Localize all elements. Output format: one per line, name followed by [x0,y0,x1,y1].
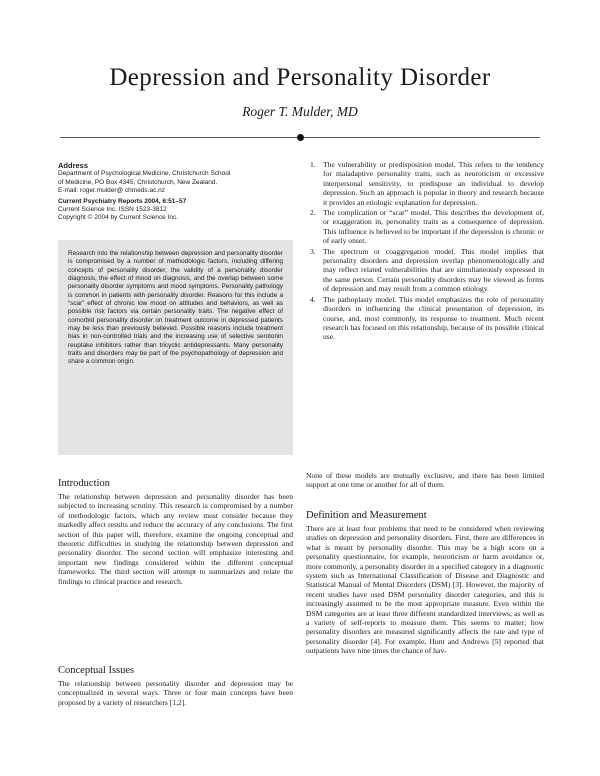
list-number: 2. [310,208,316,218]
list-text: The spectrum or coaggregation model. This model implies that personality disorders and depression overlap phenomenologically and may reflect related vulnerabilities that are simultaneously expressed in the same person. Certain personality disorders may be viewed as forms of depression and may result from a common etiology. [323,246,544,294]
models-summary-text: None of these models are mutually exclusive, and there has been limited support at one time or another for all of them. [306,471,544,490]
introduction-section [58,478,293,586]
abstract-text: Research into the relationship between depression and personality disorder is compromised by a number of methodologic factors, including differing concepts of personality disorder, the validity of a personality disorder diagnosis, the effect of mood on diagnosis, and the overlap between some personality disorder symptoms and mood symptoms. Personality pathology is common in patients with personality disorder. Reasons for this include a “scar” effect of chronic low mood on attitudes and behaviors, as well as possible risk factors via certain personality traits. The negative effect of comorbid personality disorder on treatment outcome in depressed patients may be less than previously believed. Possible reasons include treatment bias in non-controlled trials and the increasing use of selective serotonin reuptake inhibitors rather than tricyclic antidepressants. Many personality traits and disorders may be part of the psychopathology of depression and share a common origin. [68,250,283,366]
definition-heading: Definition and Measurement [306,510,427,521]
introduction-heading: Introduction [58,478,110,489]
models-list [306,160,544,343]
email: E-mail: roger.mulder@ chmeds.ac.nz [58,187,166,195]
publisher-line: Current Science Inc. ISSN 1523-3812 [58,206,167,214]
address-label: Address [58,161,89,170]
list-text: The vulnerability or predisposition model. This refers to the tendency for maladaptive personality traits, such as neuroticism or excessive interpersonal sensitivity, to predispose an individual to develop depression. Such an approach is popular in theory and research because it provides an etiologic explanation for depression. [323,160,544,207]
list-item [306,160,544,207]
abstract-box [58,240,293,455]
list-item [306,208,544,246]
list-item [306,295,544,342]
address-line-2: of Medicine, PO Box 4345, Christchurch, New Zealand. [58,178,218,186]
list-number: 4. [310,294,316,304]
list-number: 1. [310,160,316,169]
journal-citation: Current Psychiatry Reports 2004, 6:51–57 [58,197,187,205]
author-line: Roger T. Mulder, MD [242,104,358,119]
conceptual-issues-text: The relationship between personality disorder and depression may be conceptualized in several ways. Three or four main concepts have been proposed by a variety of researchers [1,2]. [58,679,293,707]
list-text: The pathoplasty model. This model emphasizes the role of personality disorders in influencing the clinical presentation of depression, its course, and, most commonly, its response to treatment. Much recent research has focused on this relationship, because of its possible clinical use. [323,294,544,342]
conceptual-issues-section [58,665,293,707]
conceptual-issues-heading: Conceptual Issues [58,665,135,676]
definition-text: There are at least four problems that need to be considered when reviewing studies on depression and personality disorders. First, there are differences in what is meant by personality disorder. This may be a high score on a personality questionnaire, for example, neuroticism or harm avoidance or, more commonly, a personality disorder in a specified category in a diagnostic system such as International Classification of Disease and Diagnostic and Statistical Manual of Mental Disorders (DSM) [3]. However, the majority of recent studies have used DSM personality disorder categories, and this is increasingly assumed to be the most appropriate measure. Even within the DSM categories are at least three different standardized interviews, as well as a variety of self-reports to measure them. This seems to matter; how personality disorders are measured significantly affects the rate and type of personality disorder [4]. For example, Hunt and Andrews [5] reported that outpatients have nine times the chance of hav- [306,524,544,656]
article-title: Depression and Personality Disorder [109,64,491,91]
list-text: The complication or “scar” model. This describes the development of, or exaggeration in, personality traits as a consequence of depression. This influence is believed to be important if the depression is chronic or of early onset. [323,208,544,246]
divider-dot [297,134,304,141]
copyright-line: Copyright © 2004 by Current Science Inc. [58,214,179,222]
introduction-text: The relationship between depression and personality disorder has been subjected to increasing scrutiny. This research is compromised by a number of methodologic factors, which any review must consider because they markedly affect results and reduce the accuracy of any conclusions. The first section of this paper will, therefore, examine the ongoing conceptual and theoretic difficulties in studying the relationship between depression and personality disorder. The second section will emphasize interesting and important new findings considered within the different conceptual frameworks. The third section will attempt to summarizes and relate the findings to clinical practice and research. [58,492,293,586]
author-metadata [58,162,293,223]
list-item [306,247,544,294]
definition-section [306,510,544,656]
address-line-1: Department of Psychological Medicine, Christchurch School [58,170,231,178]
list-number: 3. [310,246,316,256]
